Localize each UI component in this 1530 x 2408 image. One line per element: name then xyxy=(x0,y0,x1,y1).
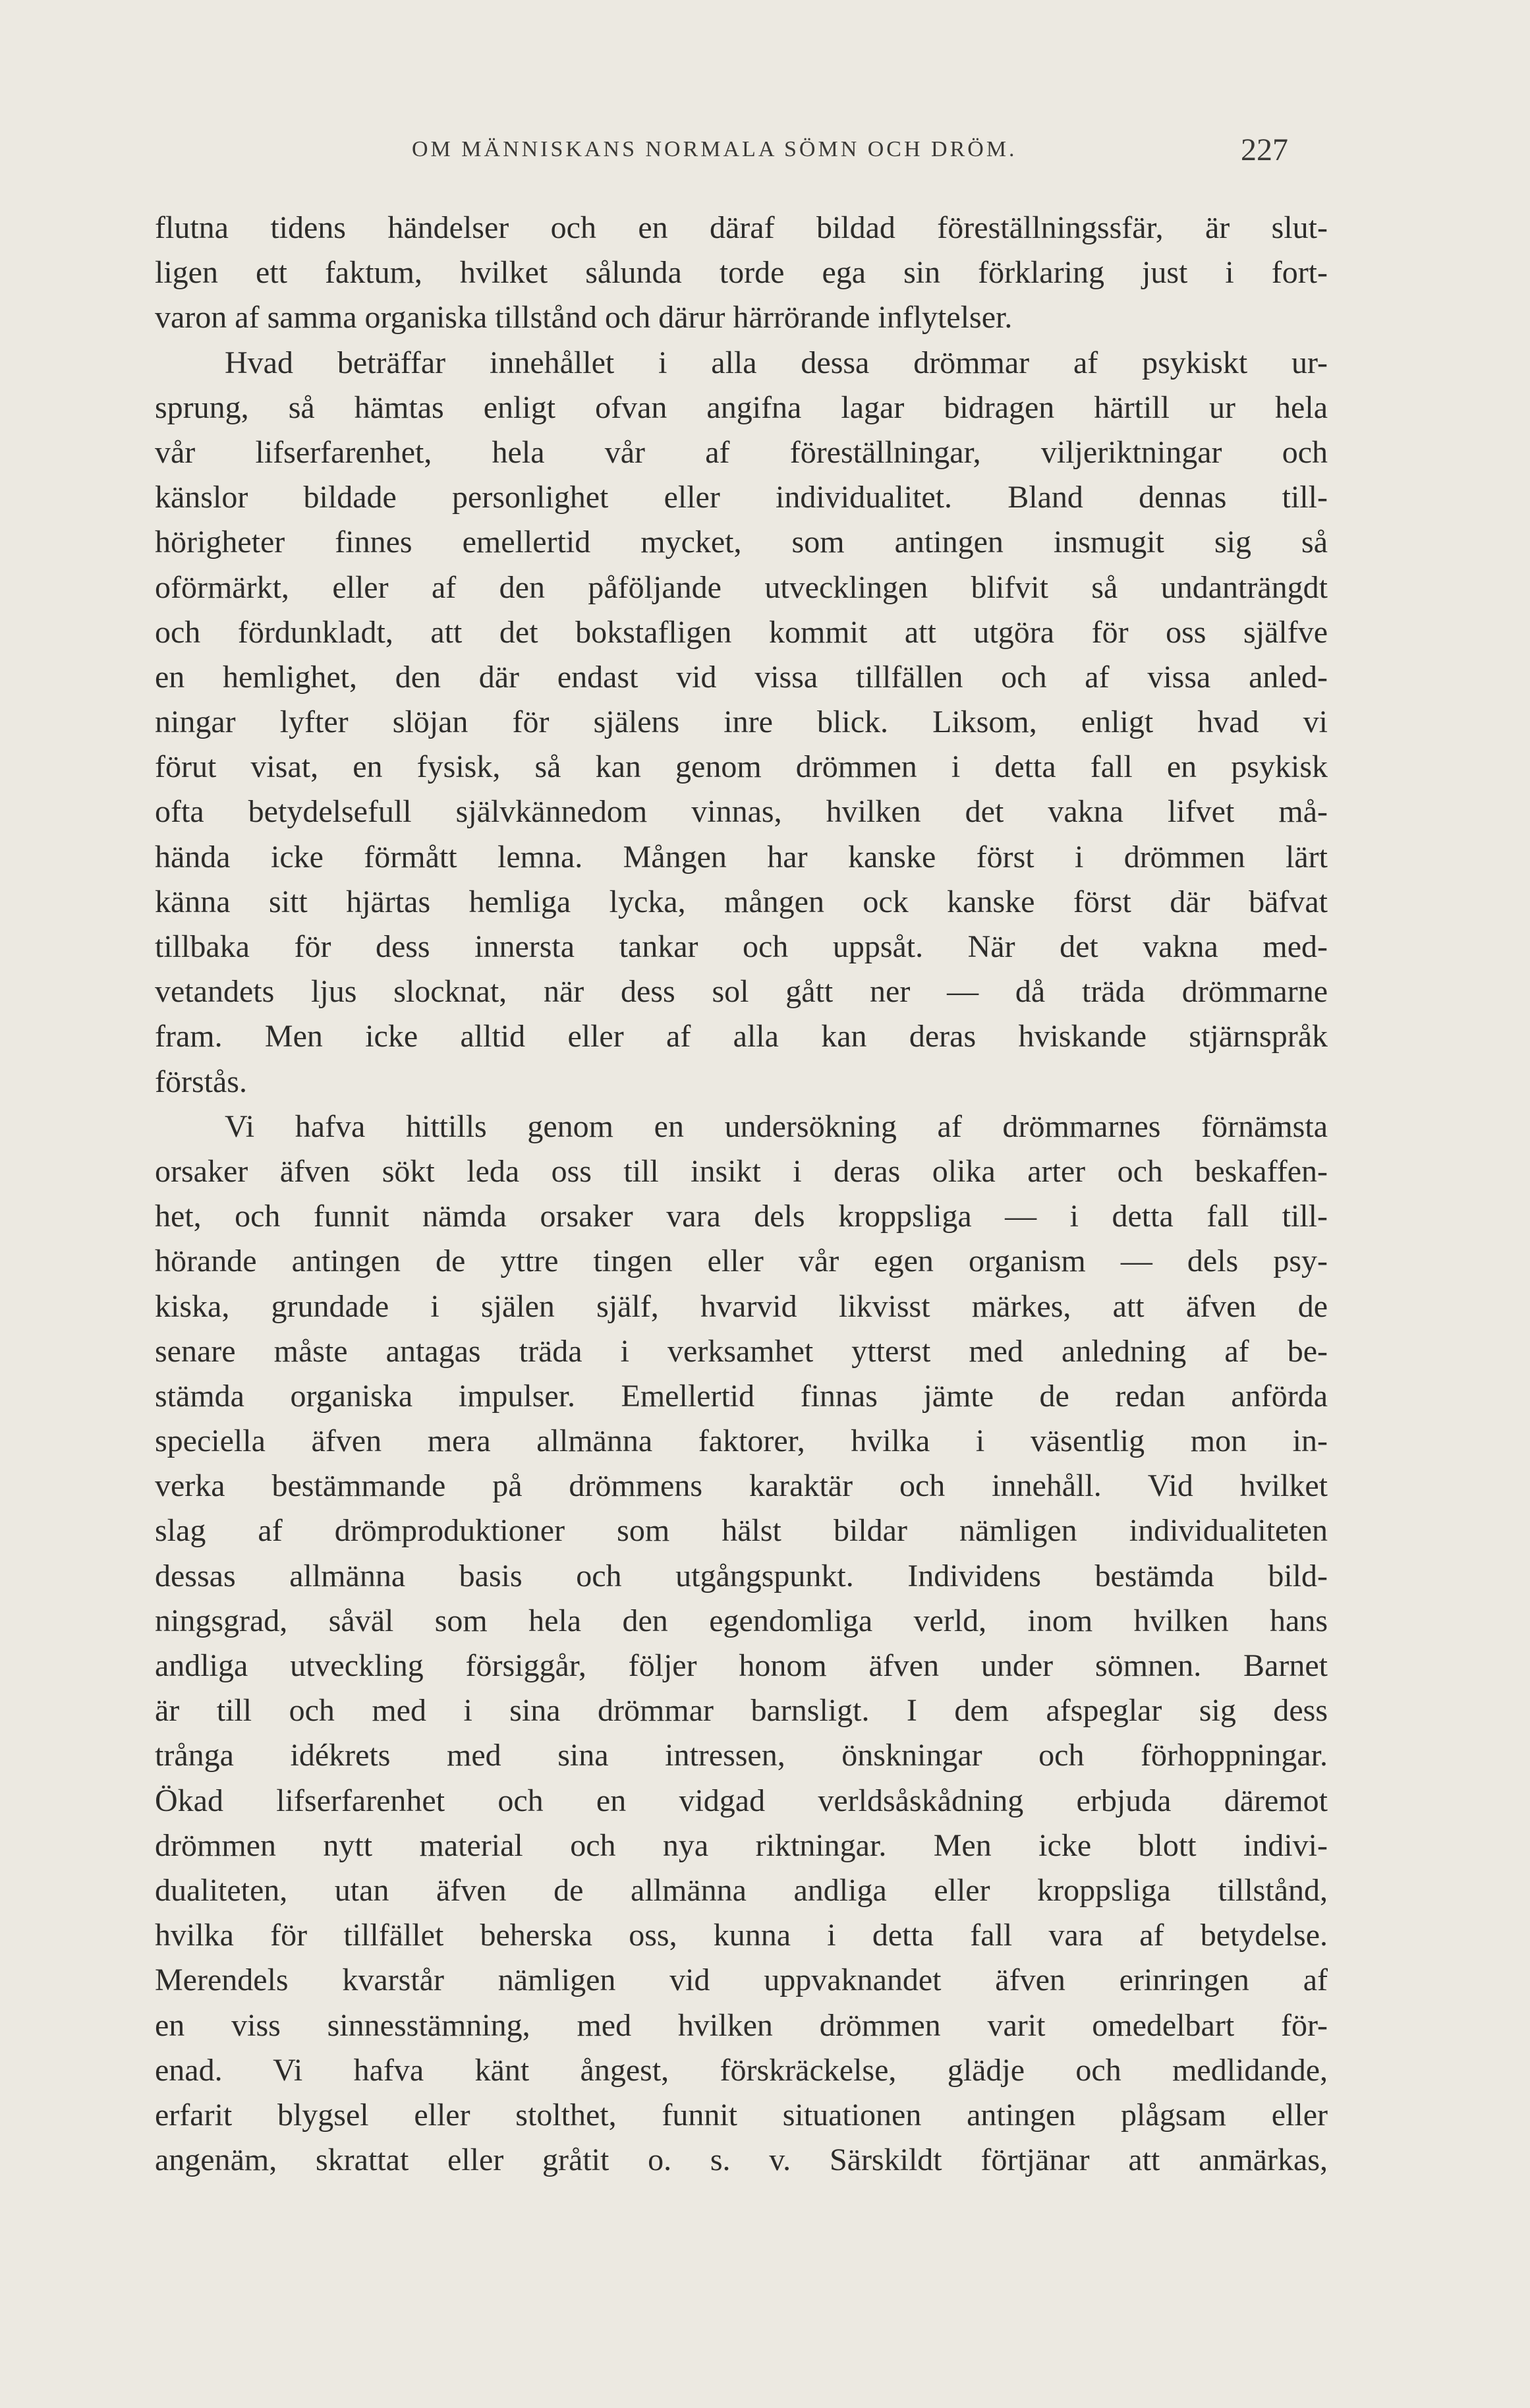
running-title: OM MÄNNISKANS NORMALA SÖMN OCH DRÖM. xyxy=(412,137,1017,161)
text-line: oförmärkt, eller af den påföljande utvecklingen blifvit så undanträngdt xyxy=(155,569,1328,605)
text-line: erfarit blygsel eller stolthet, funnit situationen antingen plågsam eller xyxy=(155,2097,1328,2133)
text-line: tillbaka för dess innersta tankar och uppsåt. När det vakna med- xyxy=(155,929,1328,964)
text-line: drömmen nytt material och nya riktningar. Men icke blott indivi- xyxy=(155,1827,1328,1863)
text-line: verka bestämmande på drömmens karaktär och innehåll. Vid hvilket xyxy=(155,1468,1328,1504)
text-line: och fördunkladt, att det bokstafligen kommit att utgöra för oss själfve xyxy=(155,614,1328,650)
text-line: varon af samma organiska tillstånd och därur härrörande inflytelser. xyxy=(155,300,1013,335)
text-line: speciella äfven mera allmänna faktorer, hvilka i väsentlig mon in- xyxy=(155,1423,1328,1459)
text-line: en hemlighet, den där endast vid vissa tillfällen och af vissa anled- xyxy=(155,659,1328,695)
text-line: het, och funnit nämda orsaker vara dels kroppsliga — i detta fall till- xyxy=(155,1199,1328,1234)
text-line: senare måste antagas träda i verksamhet ytterst med anledning af be- xyxy=(155,1333,1328,1369)
text-line: kiska, grundade i själen själf, hvarvid likvisst märkes, att äfven de xyxy=(155,1288,1328,1324)
text-line: känna sitt hjärtas hemliga lycka, mången ock kanske först där bäfvat xyxy=(155,884,1328,919)
text-line: fram. Men icke alltid eller af alla kan deras hviskande stjärnspråk xyxy=(155,1019,1328,1054)
text-line: känslor bildade personlighet eller individualitet. Bland dennas till- xyxy=(155,480,1328,515)
text-line: hörigheter finnes emellertid mycket, som antingen insmugit sig så xyxy=(155,525,1328,560)
text-line: en viss sinnesstämning, med hvilken drömmen varit omedelbart för- xyxy=(155,2007,1328,2043)
text-line: angenäm, skrattat eller gråtit o. s. v. Särskildt förtjänar att anmärkas, xyxy=(155,2142,1328,2178)
text-line: Ökad lifserfarenhet och en vidgad verldsåskådning erbjuda däremot xyxy=(155,1783,1328,1818)
text-line: hvilka för tillfället beherska oss, kunna i detta fall vara af betydelse. xyxy=(155,1918,1328,1953)
page-number: 227 xyxy=(1241,132,1288,167)
text-line: förut visat, en fysisk, så kan genom drömmen i detta fall en psykisk xyxy=(155,749,1328,785)
text-line: orsaker äfven sökt leda oss till insikt i deras olika arter och beskaffen- xyxy=(155,1153,1328,1189)
running-head xyxy=(155,132,1288,171)
text-line: ningsgrad, såväl som hela den egendomliga verld, inom hvilken hans xyxy=(155,1603,1328,1638)
text-line: hörande antingen de yttre tingen eller vår egen organism — dels psy- xyxy=(155,1244,1328,1279)
text-line: dualiteten, utan äfven de allmänna andliga eller kroppsliga tillstånd, xyxy=(155,1872,1328,1908)
text-line: sprung, så hämtas enligt ofvan angifna lagar bidragen härtill ur hela xyxy=(155,389,1328,425)
text-line: enad. Vi hafva känt ångest, förskräckelse, glädje och medlidande, xyxy=(155,2052,1328,2088)
text-line: Vi hafva hittills genom en undersökning af drömmarnes förnämsta xyxy=(225,1108,1328,1144)
text-line: slag af drömproduktioner som hälst bildar nämligen individualiteten xyxy=(155,1513,1328,1549)
text-line: ningar lyfter slöjan för själens inre blick. Liksom, enligt hvad vi xyxy=(155,704,1328,740)
text-line: Hvad beträffar innehållet i alla dessa drömmar af psykiskt ur- xyxy=(225,345,1328,380)
text-line: trånga idékrets med sina intressen, önskningar och förhoppningar. xyxy=(155,1738,1328,1773)
text-line: stämda organiska impulser. Emellertid finnas jämte de redan anförda xyxy=(155,1378,1328,1414)
body-text xyxy=(155,206,1328,2183)
text-line: Merendels kvarstår nämligen vid uppvaknandet äfven erinringen af xyxy=(155,1963,1328,1998)
text-line: ligen ett faktum, hvilket sålunda torde ega sin förklaring just i fort- xyxy=(155,255,1328,291)
text-line: flutna tidens händelser och en däraf bildad föreställningssfär, är slut- xyxy=(155,210,1328,245)
text-line: förstås. xyxy=(155,1064,247,1099)
text-line: andliga utveckling försiggår, följer honom äfven under sömnen. Barnet xyxy=(155,1648,1328,1683)
text-line: hända icke förmått lemna. Mången har kanske först i drömmen lärt xyxy=(155,839,1328,874)
text-line: ofta betydelsefull självkännedom vinnas, hvilken det vakna lifvet må- xyxy=(155,794,1328,830)
text-line: vår lifserfarenhet, hela vår af föreställningar, viljeriktningar och xyxy=(155,434,1328,470)
text-line: vetandets ljus slocknat, när dess sol gått ner — då träda drömmarne xyxy=(155,974,1328,1010)
text-line: dessas allmänna basis och utgångspunkt. Individens bestämda bild- xyxy=(155,1558,1328,1593)
text-line: är till och med i sina drömmar barnsligt. I dem afspeglar sig dess xyxy=(155,1693,1328,1729)
